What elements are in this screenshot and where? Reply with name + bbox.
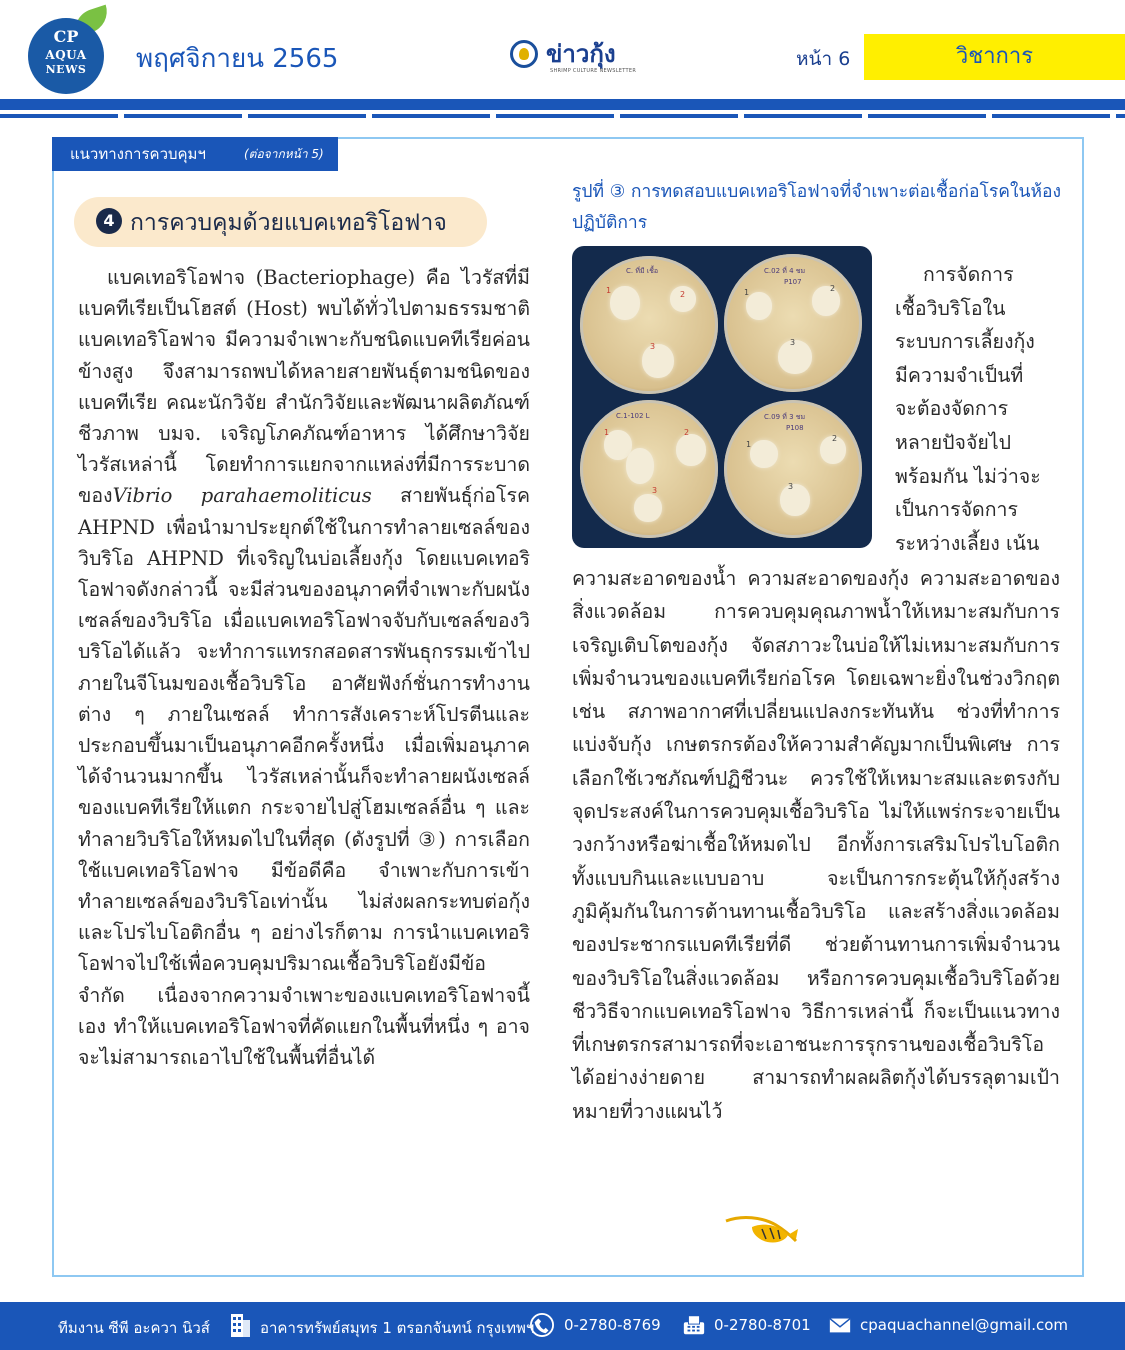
fax-icon xyxy=(682,1312,706,1338)
plaque-number: 1 xyxy=(746,440,752,449)
plaque-number: 2 xyxy=(830,284,836,293)
logo-line-news: NEWS xyxy=(45,63,87,76)
wrap-line: เชื้อวิบริโอใน xyxy=(895,296,1006,320)
header-rule-dashed xyxy=(0,114,1125,118)
footer-phone[interactable]: 0-2780-8769 xyxy=(564,1316,661,1334)
footer-email[interactable]: cpaquachannel@gmail.com xyxy=(860,1316,1069,1334)
petri-dish xyxy=(724,400,862,538)
shrimp-icon xyxy=(722,1207,802,1251)
continued-tag xyxy=(52,137,338,171)
section-number-badge: 4 xyxy=(96,208,122,234)
plaque xyxy=(626,448,654,484)
plaque xyxy=(676,434,706,466)
plaque-number: 2 xyxy=(832,434,838,443)
plaque-number: 2 xyxy=(680,290,686,299)
phone-icon xyxy=(530,1312,554,1338)
wrap-line: การจัดการ xyxy=(923,263,1014,286)
figure-caption: รูปที่ ③ การทดสอบแบคเทอริโอฟาจที่จำเพาะต่อเชื้อก่อโรคในห้องปฏิบัติการ xyxy=(572,182,1062,233)
header-rule xyxy=(0,99,1125,110)
plaque-number: 3 xyxy=(650,342,656,351)
cp-aqua-news-logo xyxy=(28,10,110,88)
plaque-number: 1 xyxy=(744,288,750,297)
plaque xyxy=(750,440,778,468)
plaque-number: 3 xyxy=(652,486,658,495)
wrap-line: ระหว่างเลี้ยง เน้น xyxy=(895,531,1040,555)
wrap-line: เป็นการจัดการ xyxy=(895,498,1018,522)
petri-dish xyxy=(580,400,718,538)
petri-dish xyxy=(580,256,718,394)
body-left-column xyxy=(78,262,530,1073)
footer xyxy=(0,1302,1125,1350)
building-icon xyxy=(228,1312,252,1338)
logo-line-cp: CP xyxy=(53,27,79,46)
plaque-number: 3 xyxy=(788,482,794,491)
species-name: Vibrio parahaemoliticus xyxy=(112,484,372,508)
petri-dish xyxy=(724,254,862,392)
plaque-number: 1 xyxy=(606,286,612,295)
plaque xyxy=(746,292,772,320)
cp-emblem-icon xyxy=(510,40,538,68)
wrap-line: ระบบการเลี้ยงกุ้ง xyxy=(895,330,1035,354)
plaque xyxy=(634,494,662,522)
logo-line-aqua: AQUA xyxy=(45,48,87,62)
body-left-text: แบคเทอริโอฟาจ (Bacteriophage) คือ ไวรัสที่มีแบคทีเรียเป็นโฮสต์ (Host) พบได้ทั่วไปตามธรรมชาติ แบคเทอริโอฟาจ มีความจำเพาะกับชนิดแบคทีเรียค่อนข้างสูง จึงสามารถพบได้หลายสายพันธุ์ตามชนิดของแบคทีเรีย คณะนักวิจัย สำนักวิจัยและพัฒนาผลิตภัณฑ์ชีวภาพ บมจ. เจริญโภคภัณฑ์อาหาร ได้ศึกษาวิจัยไวรัสเหล่านี้ โดยทำการแยกจากแหล่งที่มีการระบาดของ xyxy=(78,266,530,508)
wrap-line: พร้อมกัน ไม่ว่าจะ xyxy=(895,464,1041,488)
wrap-line: หลายปัจจัยไป xyxy=(895,430,1012,454)
plaque xyxy=(610,286,640,320)
dish-label: C. ที่มี เชื้อ xyxy=(626,267,659,275)
continued-note: (ต่อจากหน้า 5) xyxy=(244,147,324,161)
footer-fax[interactable]: 0-2780-8701 xyxy=(714,1316,811,1334)
dish-label: C.1-102 L xyxy=(616,412,650,420)
logo-badge xyxy=(28,18,104,94)
issue-date: พฤศจิกายน 2565 xyxy=(136,44,339,74)
newsletter-title: ข่าวกุ้ง xyxy=(546,40,616,68)
newsletter-logo xyxy=(510,36,640,80)
footer-address: อาคารทรัพย์สมุทร 1 ตรอกจันทน์ กรุงเทพฯ xyxy=(260,1319,535,1337)
page-number: หน้า 6 xyxy=(796,48,851,70)
footer-team: ทีมงาน ซีพี อะควา นิวส์ xyxy=(58,1319,210,1337)
wrap-line: จะต้องจัดการ xyxy=(895,397,1009,421)
body-right-column: ความสะอาดของน้ำ ความสะอาดของกุ้ง ความสะอาดของสิ่งแวดล้อม การควบคุมคุณภาพน้ำให้เหมาะสมกับการเจริญเติบโตของกุ้ง จัดสภาวะในบ่อให้ไม่เหมาะสมกับการเพิ่มจำนวนของแบคทีเรียก่อโรค โดยเฉพาะยิ่งในช่วงวิกฤต เช่น สภาพอากาศที่เปลี่ยนแปลงกระทันหัน ช่วงที่ทำการแบ่งจับกุ้ง เกษตรกรต้องให้ความสำคัญมากเป็นพิเศษ การเลือกใช้เวชภัณฑ์ปฏิชีวนะ ควรใช้ให้เหมาะสมและตรงกับจุดประสงค์ในการควบคุมเชื้อวิบริโอ ไม่ให้แพร่กระจายเป็นวงกว้างหรือฆ่าเชื้อให้หมดไป อีกทั้งการเสริมโปรไบโอติกทั้งแบบกินและแบบอาบ จะเป็นการกระตุ้นให้กุ้งสร้างภูมิคุ้มกันในการต้านทานเชื้อวิบริโอ และสร้างสิ่งแวดล้อมของประชากรแบคทีเรียที่ดี ช่วยต้านทานการเพิ่มจำนวนของวิบริโอในสิ่งแวดล้อม หรือการควบคุมเชื้อวิบริโอด้วยชีววิธีจากแบคเทอริโอฟาจ วิธีการเหล่านี้ ก็จะเป็นแนวทางที่เกษตรกรสามารถที่จะเอาชนะการรุกรานของเชื้อวิบริโอได้อย่างง่ายดาย สามารถทำผลผลิตกุ้งได้บรรลุตามเป้าหมายที่วางแผนไว้ xyxy=(572,567,1060,1123)
section-tag: วิชาการ xyxy=(864,34,1125,80)
petri-dish-photo xyxy=(572,246,872,548)
email-icon xyxy=(828,1312,852,1338)
continued-title: แนวทางการควบคุมฯ xyxy=(70,145,206,163)
body-right-wrap xyxy=(895,258,1060,560)
plaque-number: 3 xyxy=(790,338,796,347)
plaque-number: 1 xyxy=(604,428,610,437)
dish-label: C.02 ที่ 4 ชม xyxy=(764,267,806,275)
dish-sublabel: P108 xyxy=(786,424,804,432)
plaque-number: 2 xyxy=(684,428,690,437)
plaque xyxy=(780,484,810,516)
wrap-line: มีความจำเป็นที่ xyxy=(895,363,1024,387)
plaque xyxy=(642,344,674,378)
newsletter-subtitle: SHRIMP CULTURE NEWSLETTER xyxy=(550,68,637,74)
section-heading: การควบคุมด้วยแบคเทอริโอฟาจ xyxy=(130,210,447,236)
body-left-text-2: สายพันธุ์ก่อโรค AHPND เพื่อนำมาประยุกต์ใช้ในการทำลายเซลล์ของวิบริโอ AHPND ที่เจริญในบ่อเลี้ยงกุ้ง โดยแบคเทอริโอฟาจดังกล่าวนี้ จะมีส่วนของอนุภาคที่จำเพาะกับผนังเซลล์ของวิบริโอ เมื่อแบคเทอริโอฟาจจับกับเซลล์ของวิบริโอได้แล้ว จะทำการแทรกสอดสารพันธุกรรมเข้าไปภายในจีโนมของเชื้อวิบริโอ อาศัยฟังก์ชั่นการทำงานต่าง ๆ ภายในเซลล์ ทำการสังเคราะห์โปรตีนและประกอบขึ้นมาเป็นอนุภาคอีกครั้งหนึ่ง เมื่อเพิ่มอนุภาคได้จำนวนมากขึ้น ไวรัสเหล่านั้นก็จะทำลายผนังเซลล์ของแบคทีเรียให้แตก กระจายไปสู่โฮมเซลล์อื่น ๆ และทำลายวิบริโอให้หมดไปในที่สุด (ดังรูปที่ ③) การเลือกใช้แบคเทอริโอฟาจ มีข้อดีคือ จำเพาะกับการเข้าทำลายเซลล์ของวิบริโอเท่านั้น ไม่ส่งผลกระทบต่อกุ้งและโปรไบโอติกอื่น ๆ อย่างไรก็ตาม การนำแบคเทอริโอฟาจไปใช้เพื่อควบคุมปริมาณเชื้อวิบริโอยังมีข้อจำกัด เนื่องจากความจำเพาะของแบคเทอริโอฟาจนี้เอง ทำให้แบคเทอริโอฟาจที่คัดแยกในพื้นที่หนึ่ง ๆ อาจจะไม่สามารถเอาไปใช้ในพื้นที่อื่นได้ xyxy=(78,484,530,1070)
dish-sublabel: P107 xyxy=(784,278,802,286)
dish-label: C.09 ที่ 3 ชม xyxy=(764,413,806,421)
plaque xyxy=(812,286,840,316)
